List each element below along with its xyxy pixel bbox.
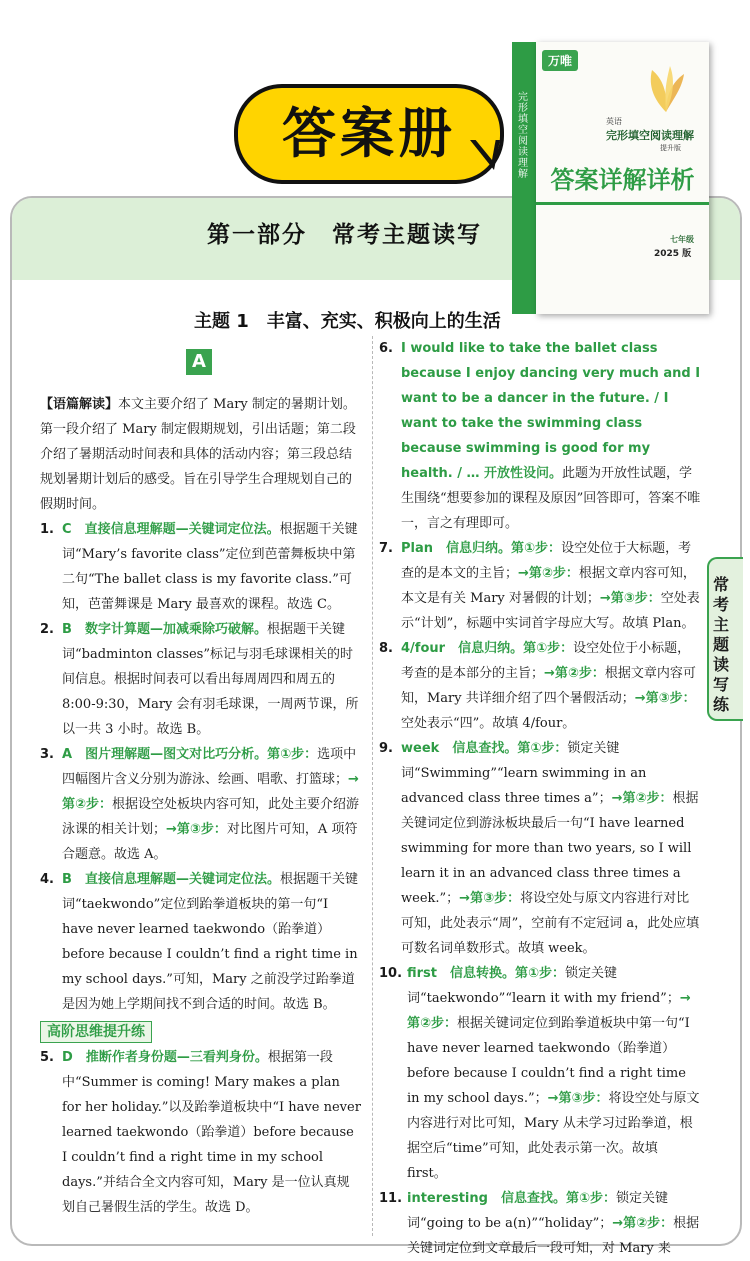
leaf-icon [644,64,688,114]
book-cover-image [512,42,709,314]
section-badge: A [186,349,212,375]
answer-item: 8. 4/four 信息归纳。第①步：设空处位于小标题，考查的是本部分的主旨；→第②步：根据文章内容可知，Mary 共详细介绍了四个暑假活动；→第③步：空处表示“四”。故填 4/four。 [379,641,696,731]
answer-item: 5. D 推断作者身份题—三看判身份。根据第一段中“Summer is coming! Mary makes a plan for her holiday.”以及跆拳道板块中“I have never learned taekwondo（跆拳道）before because I couldn’t find a right time in my school days.”并结合全文内容可知，Mary 是一位认真规划自己暑假生活的学生。故选 D。 [40,1050,361,1215]
book-upgrade: 提升版 [660,144,681,152]
book-edition: 2025 版 [654,249,692,259]
book-grade: 七年级 [670,235,694,244]
passage-intro: 【语篇解读】本文主要介绍了 Mary 制定的暑期计划。第一段介绍了 Mary 制定假期规划，引出话题；第二段介绍了暑期活动时间表和具体的活动内容；第三段总结规划暑期计划后的感受。旨在引导学生合理规划自己的假期时间。 [40,397,356,512]
book-brand: 完形填空阅读理解 [606,129,694,142]
side-section-tab-label: 常考主题读写练 [713,575,730,714]
answer-item: 6. I would like to take the ballet class because I enjoy dancing very much and I want to be a dancer in the future. / I want to take the swimming class because swimming is good for my health. / … 开放性设问。此题为开放性试题，学生围绕“想要参加的课程及原因”回答即可，答案不唯一，言之有理即可。 [379,341,701,531]
answer-item: 3. A 图片理解题—图文对比巧分析。第①步：选项中四幅图片含义分别为游泳、绘画、唱歌、打篮球；→第②步：根据设空处板块内容可知，此处主要介绍游泳课的相关计划；→第③步：对比图片可知，A 项符合题意。故选 A。 [40,747,360,862]
book-title: 答案详解详析 [550,166,695,194]
banner-label: 答案册 [282,102,456,165]
answer-item: 9. week 信息查找。第①步：锁定关键词“Swimming”“learn swimming in an advanced class three times a”；→第②步：根据关键词定位到游泳板块最后一句“I have learned swimming for more than two years, so I will learn it in an advanced class three times a week.”；→第③步：将设空处与原文内容进行对比可知，此处表示“周”，空前有不定冠词 a，此处应填可数名词单数形式。故填 week。 [379,741,700,956]
right-column [379,336,701,1261]
book-spine-text: 完形填空阅读理解 [518,92,528,180]
book-logo: 万唯 [542,50,578,71]
answer-item: 7. Plan 信息归纳。第①步：设空处位于大标题，考查的是本文的主旨；→第②步：根据文章内容可知，本文是有关 Mary 对暑假的计划；→第③步：空处表示“计划”，标题中实词首字母应大写。故填 Plan。 [379,541,700,631]
answer-item: 1. C 直接信息理解题—关键词定位法。根据题干关键词“Mary’s favorite class”定位到芭蕾舞板块中第二句“The ballet class is my favorite class.”可知，芭蕾舞课是 Mary 最喜欢的课程。故选 C。 [40,522,358,612]
higher-thinking-tag: 高阶思维提升练 [40,1021,152,1043]
answer-item: 4. B 直接信息理解题—关键词定位法。根据题干关键词“taekwondo”定位到跆拳道板块的第一句“I have never learned taekwondo（跆拳道）before because I couldn’t find a right time in my school days.”可知，Mary 之前没学过跆拳道是因为她上学期间找不到合适的时间。故选 B。 [40,872,358,1012]
answer-item: 11. interesting 信息查找。第①步：锁定关键词“going to be a(n)”“holiday”；→第②步：根据关键词定位到文章最后一段可知，对 Mary 来 [379,1191,700,1256]
answer-item: 2. B 数字计算题—加减乘除巧破解。根据题干关键词“badminton classes”标记与羽毛球课相关的时间信息。根据时间表可以看出每周周四和周五的 8:00-9:30，Mary 会有羽毛球课，一周两节课，所以一共 3 小时。故选 B。 [40,622,359,737]
answer-item: 10. first 信息转换。第①步：锁定关键词“taekwondo”“learn it with my friend”；→第②步：根据关键词定位到跆拳道板块中第一句“I have never learned taekwondo（跆拳道）before because I couldn’t find a right time in my school days.”；→第③步：将设空处与原文内容进行对比可知，Mary 从未学习过跆拳道，根据空后“time”可知，此处表示第一次。故填 first。 [379,966,700,1181]
left-column [40,392,362,1220]
column-divider [372,336,374,1236]
topic-title: 主题 1 丰富、充实、积极向上的生活 [194,311,501,332]
book-subject: 英语 [606,117,622,126]
book-front [536,42,709,314]
part-title: 第一部分 常考主题读写 [207,221,482,248]
book-divider [536,202,709,205]
book-spine [512,42,536,314]
